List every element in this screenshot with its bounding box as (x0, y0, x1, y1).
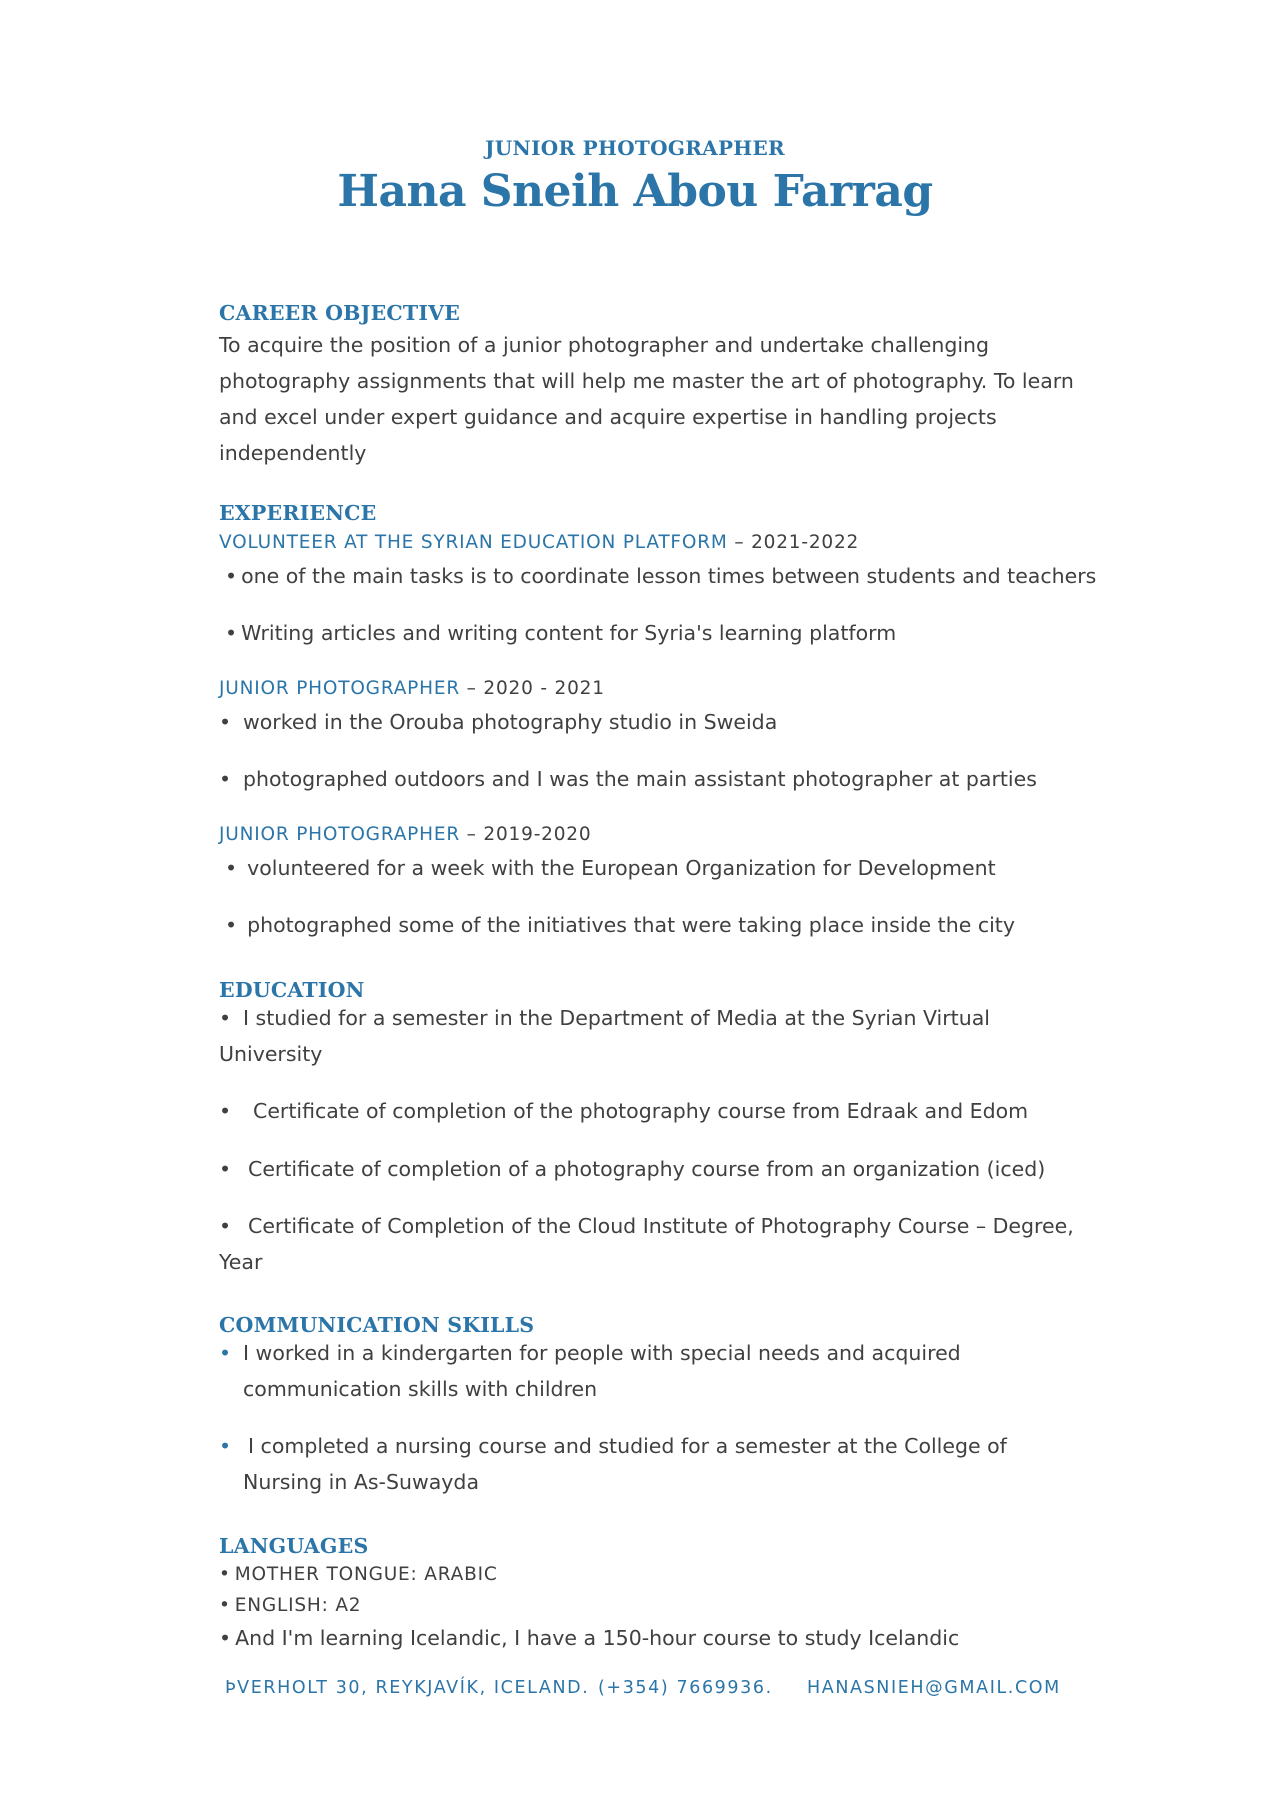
bullet-marker: • (219, 1564, 231, 1585)
bullet-text: volunteered for a week with the European Organization for Development (247, 856, 996, 880)
communication-heading: COMMUNICATION SKILLS (219, 1313, 535, 1337)
bullet-marker: • (225, 564, 238, 588)
bullet-text: Writing articles and writing content for Syria's learning platform (241, 621, 897, 645)
job-entry-header (219, 678, 605, 699)
job-bullet (225, 621, 896, 645)
job-dates: – 2019-2020 (460, 824, 592, 845)
education-text: I studied for a semester in the Department of Media at the Syrian Virtual (243, 1006, 990, 1030)
job-title: VOLUNTEER AT THE SYRIAN EDUCATION PLATFORM (219, 532, 728, 553)
bullet-text: photographed outdoors and I was the main assistant photographer at parties (243, 767, 1037, 791)
language-text: ENGLISH: A2 (234, 1595, 362, 1616)
footer-email[interactable]: HANASNIEH@GMAIL.COM (807, 1678, 1061, 1698)
language-text: And I'm learning Icelandic, I have a 150-hour course to study Icelandic (235, 1626, 960, 1650)
footer-address: ÞVERHOLT 30, REYKJAVÍK, ICELAND. (225, 1678, 590, 1698)
communication-text: I completed a nursing course and studied for a semester at the College of (248, 1434, 1007, 1458)
education-item (219, 1214, 1074, 1238)
job-bullet (225, 913, 1015, 937)
footer-phone[interactable]: (+354) 7669936. (598, 1678, 773, 1698)
bullet-marker: • (219, 1099, 232, 1123)
language-item (219, 1595, 361, 1616)
job-dates: – 2021-2022 (727, 532, 860, 553)
candidate-name: Hana Sneih Abou Farrag (337, 166, 933, 217)
education-item-continuation: University (219, 1042, 323, 1066)
education-item (219, 1099, 1028, 1123)
career-objective-line: and excel under expert guidance and acquire expertise in handling projects (219, 405, 997, 429)
language-text: MOTHER TONGUE: ARABIC (234, 1564, 498, 1585)
bullet-marker: • (225, 621, 238, 645)
language-item (219, 1626, 959, 1650)
career-objective-line: To acquire the position of a junior photographer and undertake challenging (219, 333, 990, 357)
education-item (219, 1006, 990, 1030)
bullet-marker: • (219, 1341, 232, 1365)
education-text: Certificate of completion of a photography course from an organization (iced) (248, 1157, 1046, 1181)
bullet-marker: • (219, 1595, 231, 1616)
bullet-text: photographed some of the initiatives that were taking place inside the city (247, 913, 1015, 937)
communication-item-continuation: communication skills with children (243, 1377, 598, 1401)
bullet-text: one of the main tasks is to coordinate lesson times between students and teachers (241, 564, 1097, 588)
bullet-marker: • (219, 1214, 232, 1238)
job-entry-header (219, 532, 859, 553)
communication-item (219, 1341, 961, 1365)
bullet-marker: • (219, 1626, 232, 1650)
education-heading: EDUCATION (219, 978, 365, 1002)
job-dates: – 2020 - 2021 (460, 678, 605, 699)
bullet-text: worked in the Orouba photography studio in Sweida (243, 710, 778, 734)
bullet-marker: • (219, 1006, 232, 1030)
career-objective-line: independently (219, 441, 367, 465)
education-text: Certificate of Completion of the Cloud Institute of Photography Course – Degree, (248, 1214, 1074, 1238)
education-item (219, 1157, 1045, 1181)
communication-text: I worked in a kindergarten for people with special needs and acquired (243, 1341, 961, 1365)
job-title: JUNIOR PHOTOGRAPHER (219, 824, 460, 845)
languages-heading: LANGUAGES (219, 1534, 369, 1558)
job-bullet (219, 710, 777, 734)
career-objective-line: photography assignments that will help me master the art of photography. To learn (219, 369, 1074, 393)
education-item-continuation: Year (219, 1250, 263, 1274)
bullet-marker: • (219, 1157, 232, 1181)
bullet-marker: • (225, 856, 238, 880)
career-objective-heading: CAREER OBJECTIVE (219, 301, 461, 325)
language-item (219, 1564, 498, 1585)
communication-item (219, 1434, 1007, 1458)
education-text: Certificate of completion of the photography course from Edraak and Edom (253, 1099, 1029, 1123)
bullet-marker: • (219, 767, 232, 791)
experience-heading: EXPERIENCE (219, 501, 377, 525)
job-bullet (219, 767, 1037, 791)
bullet-marker: • (219, 1434, 232, 1458)
bullet-marker: • (225, 913, 238, 937)
communication-item-continuation: Nursing in As-Suwayda (243, 1470, 480, 1494)
job-title: JUNIOR PHOTOGRAPHER (219, 678, 460, 699)
bullet-marker: • (219, 710, 232, 734)
job-title: JUNIOR PHOTOGRAPHER (485, 136, 785, 160)
job-bullet (225, 856, 996, 880)
job-entry-header (219, 824, 591, 845)
job-bullet (225, 564, 1096, 588)
